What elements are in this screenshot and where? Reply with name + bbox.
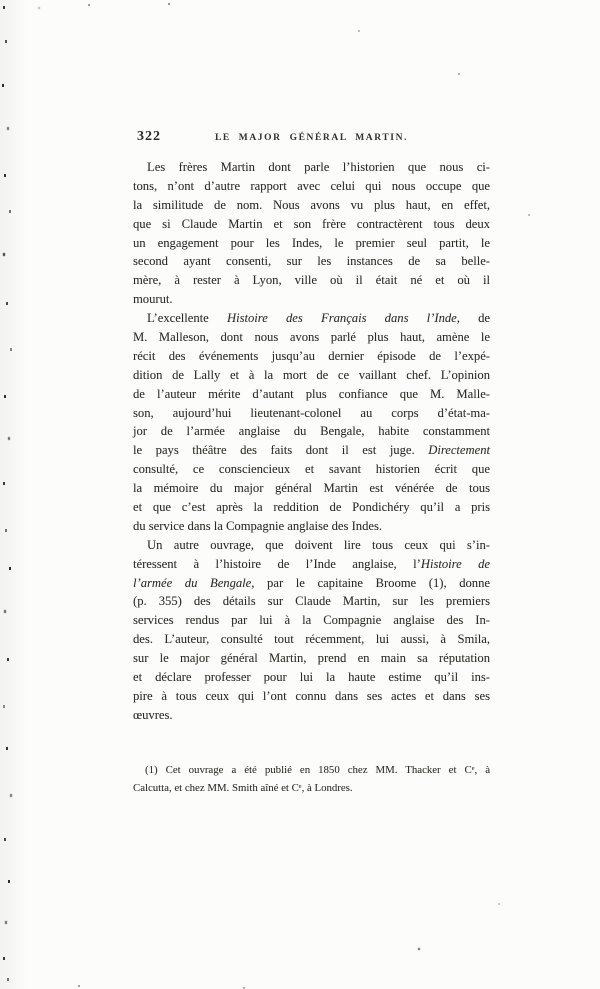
italic-text-run: l’armée du Bengale — [133, 575, 252, 590]
text-line — [133, 311, 490, 330]
text-line — [133, 689, 490, 708]
text-run: la similitude de nom. Nous avons vu plus haut, en effet, — [133, 197, 490, 212]
text-line — [133, 330, 490, 349]
text-run: un engagement pour les Indes, le premier seul partit, le — [133, 235, 490, 250]
text-line — [133, 406, 490, 425]
text-run: M. Malleson, dont nous avons parlé plus haut, amène le — [133, 330, 490, 345]
body-text — [133, 160, 490, 727]
text-run: des. L’auteur, consulté tout récemment, lui aussi, à Smila, — [133, 632, 490, 647]
text-run: sur le major général Martin, prend en main sa réputation — [133, 651, 490, 666]
paragraph — [133, 764, 490, 800]
text-line — [133, 613, 490, 632]
text-line — [133, 443, 490, 462]
text-run: tons, n’ont d’autre rapport avec celui qui nous occupe que — [133, 178, 490, 193]
text-line — [133, 292, 490, 311]
text-line — [133, 462, 490, 481]
binding-edge-shadow — [0, 0, 26, 989]
text-line — [133, 651, 490, 670]
text-line — [133, 557, 490, 576]
text-run: téressent à l’histoire de l’Inde anglaise, l’ — [133, 556, 421, 571]
italic-text-run: Histoire des Français dans l’Inde — [226, 311, 457, 326]
page-header — [133, 129, 490, 147]
text-line — [133, 481, 490, 500]
italic-text-run: Histoire de — [420, 556, 490, 571]
text-line — [133, 708, 490, 727]
text-run: services rendus par lui à la Compagnie anglaise des In- — [133, 613, 490, 628]
text-line — [133, 273, 490, 292]
text-line — [133, 594, 490, 613]
text-run: mourut. — [133, 292, 173, 307]
text-line — [133, 764, 490, 782]
text-line — [133, 368, 490, 387]
italic-text-run: Directement — [428, 443, 490, 458]
text-run: la mémoire du major général Martin est vénérée de tous — [133, 481, 490, 496]
text-run: Les frères Martin dont parle l’historien que nous ci- — [147, 160, 490, 174]
scan-noise-scatter — [168, 3, 170, 5]
text-line — [133, 160, 490, 179]
text-line — [133, 349, 490, 368]
text-run: (p. 355) des détails sur Claude Martin, sur les premiers — [133, 594, 490, 609]
text-run: (1) Cet ouvrage a été publié en 1850 chez MM. Thacker et Cᵉ, à — [145, 764, 490, 776]
text-run: et déclare professer pour lui la haute estime qu’il ins- — [133, 670, 490, 685]
text-run: et que c’est après la reddition de Pondichéry qu’il a pris — [133, 500, 490, 515]
text-line — [133, 576, 490, 595]
page-number: 322 — [137, 129, 161, 144]
paragraph — [133, 538, 490, 727]
text-line — [133, 179, 490, 198]
text-line — [133, 782, 490, 800]
text-line — [133, 387, 490, 406]
paragraph — [133, 311, 490, 538]
text-line — [133, 519, 490, 538]
text-line — [133, 670, 490, 689]
text-run: L’excellente — [147, 311, 227, 326]
running-title: LE MAJOR GÉNÉRAL MARTIN. — [214, 133, 409, 143]
text-run: second ayant consenti, sur les instances de sa belle- — [133, 254, 490, 269]
text-run: , de — [456, 311, 491, 326]
text-run: dition de Lally et à la mort de ce vaillant chef. L’opinion — [133, 367, 490, 382]
paragraph — [133, 160, 490, 311]
text-line — [133, 538, 490, 557]
footnote — [133, 764, 490, 800]
text-run: jor de l’armée anglaise du Bengale, habite constamment — [133, 424, 490, 439]
text-run: consulté, ce consciencieux et savant historien écrit que — [133, 462, 490, 477]
text-run: que si Claude Martin et son frère contractèrent tous deux — [133, 216, 490, 231]
text-run: œuvres. — [133, 707, 173, 722]
text-run: pire à tous ceux qui l’ont connu dans ses actes et dans ses — [133, 688, 490, 703]
text-line — [133, 424, 490, 443]
text-run: de l’auteur mérite d’autant plus confiance que M. Malle- — [133, 386, 490, 401]
text-line — [133, 500, 490, 519]
scan-noise-left-edge — [3, 6, 5, 9]
text-run: Calcutta, et chez MM. Smith aîné et Cᵉ, à Londres. — [133, 782, 353, 794]
text-run: , par le capitaine Broome (1), donne — [251, 575, 490, 590]
text-line — [133, 254, 490, 273]
text-run: Un autre ouvrage, que doivent lire tous ceux qui s’in- — [147, 537, 490, 552]
text-run: son, aujourd’hui lieutenant-colonel au corps d’état-ma- — [133, 405, 490, 420]
text-line — [133, 217, 490, 236]
text-line — [133, 198, 490, 217]
text-run: mère, à rester à Lyon, ville où il était né et où il — [133, 273, 490, 288]
text-line — [133, 632, 490, 651]
text-run: du service dans la Compagnie anglaise des Indes. — [133, 518, 383, 533]
text-run: récit des événements jusqu’au dernier épisode de l’expé- — [133, 348, 490, 363]
text-run: le pays théâtre des faits dont il est juge. — [133, 443, 429, 458]
text-line — [133, 236, 490, 255]
